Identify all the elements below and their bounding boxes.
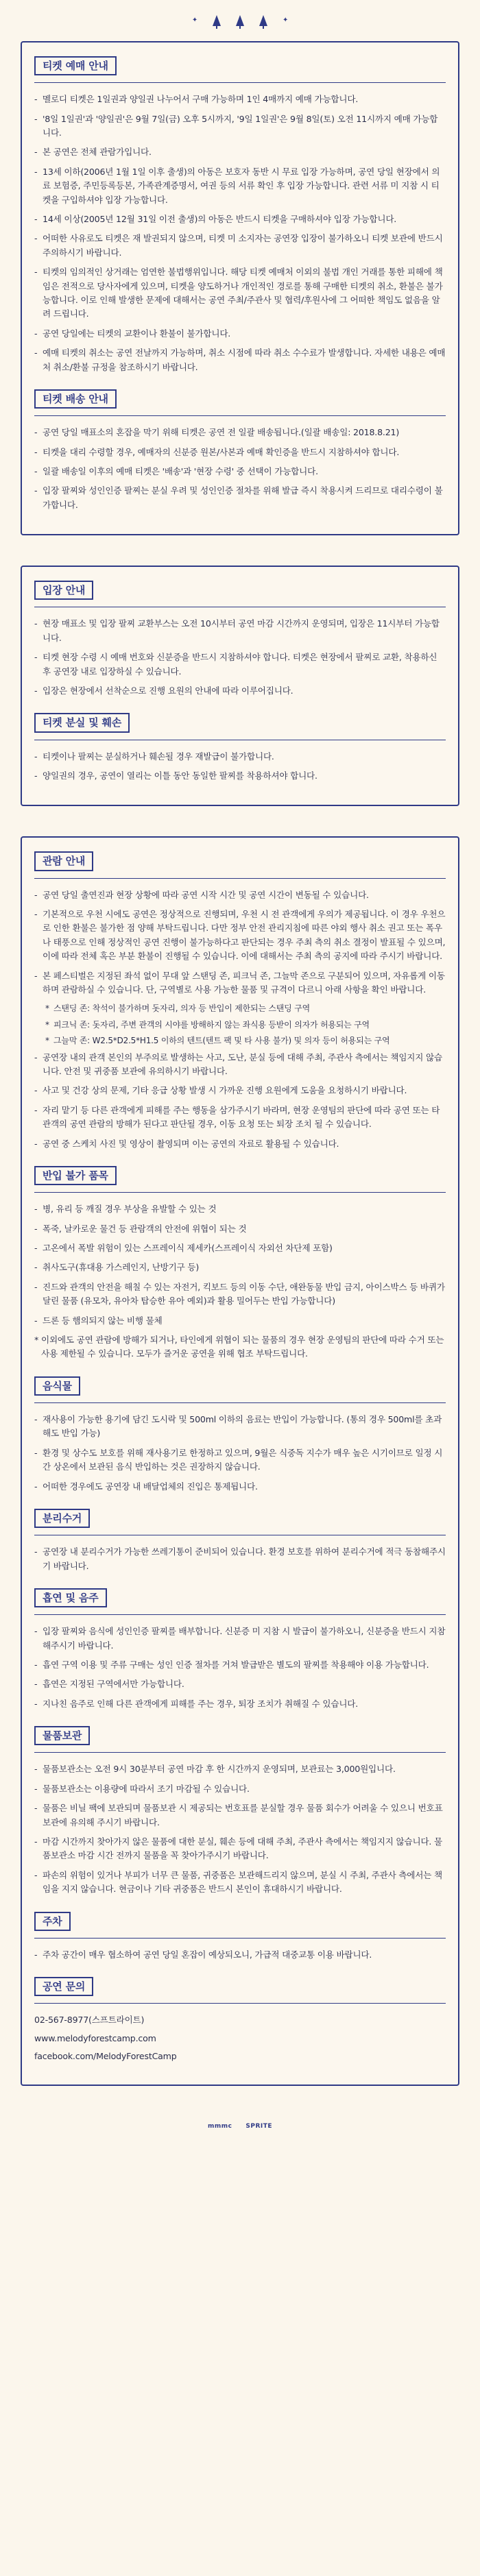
list-item: - 예매 티켓의 취소는 공연 전날까지 가능하며, 취소 시점에 따라 취소 수수료가 발생합니다. 자세한 내용은 예매처 취소/환불 규정을 참조하시기 바랍니다. xyxy=(34,346,446,374)
ticket-booking-list xyxy=(34,93,446,374)
list-item: - 공연 당일 출연진과 현장 상황에 따라 공연 시작 시간 및 공연 시간이 변동될 수 있습니다. xyxy=(34,888,446,902)
tree-icon xyxy=(259,15,267,26)
list-item: - 현장 매표소 및 입장 팔찌 교환부스는 오전 10시부터 공연 마감 시간까지 운영되며, 입장은 11시부터 가능합니다. xyxy=(34,617,446,645)
star-icon: ✦ xyxy=(191,16,197,24)
list-item: - 티켓 현장 수령 시 예매 번호와 신분증을 반드시 지참하셔야 합니다. 티켓은 현장에서 팔찌로 교환, 착용하신 후 공연장 내로 입장하실 수 있습니다. xyxy=(34,651,446,679)
smoking-drinking-list xyxy=(34,1625,446,1711)
section-title: 음식물 xyxy=(34,1376,80,1396)
ticket-delivery-section xyxy=(34,389,446,512)
section-title: 티켓 배송 안내 xyxy=(34,389,117,409)
list-item: - 흡연 구역 이용 및 주류 구매는 성인 인증 절차를 거쳐 발급받은 별도의 팔찌를 착용해야 이용 가능합니다. xyxy=(34,1658,446,1672)
list-item: - 티켓이나 팔찌는 분실하거나 훼손될 경우 재발급이 불가합니다. xyxy=(34,750,446,764)
entry-info-card xyxy=(21,566,459,806)
list-item: - 물품은 비닐 팩에 보관되며 물품보관 시 제공되는 번호표를 분실할 경우 물품 회수가 어려울 수 있으니 번호표 보관에 유의해 주시기 바랍니다. xyxy=(34,1801,446,1830)
storage-list xyxy=(34,1762,446,1896)
ticket-delivery-list xyxy=(34,426,446,512)
food-section xyxy=(34,1376,446,1494)
sprite-logo: SPRITE xyxy=(245,2123,273,2130)
contact-facebook-link[interactable]: facebook.com/MelodyForestCamp xyxy=(34,2051,177,2062)
list-item: - 파손의 위험이 있거나 부피가 너무 큰 물품, 귀중품은 보관해드리지 않으며, 분실 시 주최, 주관사 측에서는 책임을 지지 않습니다. 현금이나 기타 귀중품은 반드시 본인이 휴대하시기 바랍니다. xyxy=(34,1869,446,1897)
divider xyxy=(34,1938,446,1939)
watch-list xyxy=(34,888,446,1151)
divider xyxy=(34,1402,446,1403)
zone-item: * 스탠딩 존: 착석이 불가하며 돗자리, 의자 등 반입이 제한되는 스탠딩 구역 xyxy=(34,1002,446,1015)
list-item: - 병, 유리 등 깨질 경우 부상을 유발할 수 있는 것 xyxy=(34,1202,446,1216)
list-item: - 공연장 내 분리수거가 가능한 쓰레기통이 준비되어 있습니다. 환경 보호를 위하여 분리수거에 적극 동참해주시기 바랍니다. xyxy=(34,1545,446,1573)
section-title: 입장 안내 xyxy=(34,581,93,600)
banned-items-section xyxy=(34,1166,446,1361)
section-title: 흡연 및 음주 xyxy=(34,1588,107,1607)
list-item: - 물품보관소는 이용량에 따라서 조기 마감될 수 있습니다. xyxy=(34,1782,446,1796)
list-item: - 일괄 배송일 이후의 예매 티켓은 '배송'과 '현장 수령' 중 선택이 가능합니다. xyxy=(34,465,446,478)
star-icon: ✦ xyxy=(283,16,289,24)
list-item: - 고온에서 폭발 위험이 있는 스프레이식 제세카(스프레이식 자외선 차단제 포함) xyxy=(34,1241,446,1255)
mmmc-logo: mmmc xyxy=(207,2123,232,2130)
list-item: - 드론 등 햄의되지 않는 비행 물체 xyxy=(34,1314,446,1328)
footer-logos xyxy=(0,2106,480,2148)
list-item: - 입장 팔찌와 음식에 성인인증 팔찌를 배부합니다. 신분증 미 지참 시 발급이 불가하오니, 신분증을 반드시 지참해주시기 바랍니다. xyxy=(34,1625,446,1653)
divider xyxy=(34,1192,446,1193)
list-item: - '8일 1일권'과 '양일권'은 9월 7일(금) 오후 5시까지, '9일 1일권'은 9월 8일(토) 오전 11시까지 예매 가능합니다. xyxy=(34,112,446,141)
list-item: - 주차 공간이 매우 협소하여 공연 당일 혼잡이 예상되오니, 가급적 대중교통 이용 바랍니다. xyxy=(34,1948,446,1962)
recycle-list xyxy=(34,1545,446,1573)
list-item: - 폭죽, 날카로운 물건 등 관람객의 안전에 위협이 되는 것 xyxy=(34,1222,446,1236)
section-title: 반입 불가 품목 xyxy=(34,1166,117,1185)
banned-items-list xyxy=(34,1202,446,1361)
ticket-loss-list xyxy=(34,750,446,783)
ticket-info-card xyxy=(21,41,459,535)
ticket-booking-section xyxy=(34,56,446,374)
contact-section xyxy=(34,1977,446,2063)
zone-item: * 그늘막 존: W2.5*D2.5*H1.5 이하의 텐트(텐트 팩 및 타 사용 불가) 및 의자 등이 허용되는 구역 xyxy=(34,1034,446,1047)
section-title: 분리수거 xyxy=(34,1509,90,1528)
list-item: - 입장은 현장에서 선착순으로 진행 요원의 안내에 따라 이루어집니다. xyxy=(34,684,446,698)
tree-icon xyxy=(213,15,221,26)
divider xyxy=(34,2003,446,2004)
list-item: - 입장 팔찌와 성인인증 팔찌는 분실 우려 및 성인인증 절차를 위해 발급 즉시 착용시켜 드리므로 대리수령이 불가합니다. xyxy=(34,484,446,512)
section-title: 관람 안내 xyxy=(34,851,93,871)
section-title: 주차 xyxy=(34,1912,71,1931)
watch-info-card xyxy=(21,836,459,2085)
storage-section xyxy=(34,1726,446,1896)
list-item: - 양일권의 경우, 공연이 열리는 이틀 동안 동일한 팔찌를 착용하셔야 합니다. xyxy=(34,769,446,783)
section-title: 물품보관 xyxy=(34,1726,90,1745)
list-item: - 사고 및 건강 상의 문제, 기타 응급 상황 발생 시 가까운 진행 요원에게 도움을 요청하시기 바랍니다. xyxy=(34,1084,446,1097)
entry-section xyxy=(34,581,446,698)
banned-note: * 이외에도 공연 관람에 방해가 되거나, 타인에게 위협이 되는 물품의 경우 현장 운영팀의 판단에 따라 수거 또는 사용 제한될 수 있습니다. 모두가 즐거운 공연을 위해 협조 부탁드립니다. xyxy=(34,1333,446,1361)
section-title: 공연 문의 xyxy=(34,1977,93,1996)
list-item: - 티켓의 임의적인 상거래는 엄연한 불법행위입니다. 해당 티켓 예매처 이외의 불법 개인 거래를 통한 피해에 책임은 전적으로 당사자에게 있으며, 티켓을 양도하거나 개인적인 경로를 통해 구매한 티켓의 취소, 환불은 불가능합니다. 이로 인해 발생한 문제에 대해서는 공연 주최/주관사 및 협력/후원사에 그 어떠한 책임도 없음을 알려 드립니다. xyxy=(34,265,446,321)
list-item: - 공연 당일 매표소의 혼잡을 막기 위해 티켓은 공연 전 일괄 배송됩니다.(일괄 배송일: 2018.8.21) xyxy=(34,426,446,439)
parking-section xyxy=(34,1912,446,1963)
list-item: - 기본적으로 우천 시에도 공연은 정상적으로 진행되며, 우천 시 전 관객에게 우의가 제공됩니다. 이 경우 우천으로 인한 환불은 불가한 점 양해 부탁드립니다. 다만 정부 안전 관리지침에 따른 야외 행사 취소 권고 또는 폭우나 태풍으로 인해 정상적인 공연 진행이 불가능하다고 판단되는 경우 주최 측의 취소 결정이 발표될 수 있으며, 이에 따라 전체 혹은 부분 환불이 진행될 수 있습니다. 이에 대해서는 주최 측의 공지에 따라 주시기 바랍니다. xyxy=(34,908,446,964)
list-item: - 자리 맡기 등 다른 관객에게 피해를 주는 행동을 삼가주시기 바라며, 현장 운영팀의 판단에 따라 공연 또는 타 관객의 공연 관람의 방해가 된다고 판단될 경우, 이동 요청 또는 퇴장 조치 될 수 있습니다. xyxy=(34,1104,446,1132)
list-item: - 취사도구(휴대용 가스레인지, 난방기구 등) xyxy=(34,1261,446,1274)
list-item: - 공연 중 스케치 사진 및 영상이 촬영되며 이는 공연의 자료로 활용될 수 있습니다. xyxy=(34,1137,446,1151)
list-item: - 어떠한 경우에도 공연장 내 배달업체의 진입은 통제됩니다. xyxy=(34,1480,446,1494)
divider xyxy=(34,878,446,879)
food-list xyxy=(34,1413,446,1494)
list-item: - 공연 당일에는 티켓의 교환이나 환불이 불가합니다. xyxy=(34,327,446,341)
list-item: - 멜로디 티켓은 1일권과 양일권 나누어서 구매 가능하며 1인 4매까지 예매 가능합니다. xyxy=(34,93,446,106)
list-item: - 14세 이상(2005년 12월 31일 이전 출생)의 아동은 반드시 티켓을 구매하셔야 입장 가능합니다. xyxy=(34,212,446,226)
recycle-section xyxy=(34,1509,446,1573)
list-item: - 13세 이하(2006년 1월 1일 이후 출생)의 아동은 보호자 동반 시 무료 입장 가능하며, 공연 당일 현장에서 의료 보험증, 주민등록등본, 가족관계증명서, 여권 등의 서류 확인 후 입장 가능합니다. 관련 서류 미 지참 시 티켓을 구입하셔야 입장 가능합니다. xyxy=(34,165,446,207)
tree-icon xyxy=(236,15,244,26)
watch-section xyxy=(34,851,446,1151)
divider xyxy=(34,82,446,83)
parking-list xyxy=(34,1948,446,1962)
list-item: - 본 페스티벌은 지정된 좌석 없이 무대 앞 스탠딩 존, 피크닉 존, 그늘막 존으로 구분되어 있으며, 자유롭게 이동하며 관람하실 수 있습니다. 단, 구역별로 사용 가능한 물품 및 규격이 다르니 아래 사항을 확인 바랍니다. xyxy=(34,969,446,997)
section-title: 티켓 분실 및 훼손 xyxy=(34,713,130,732)
list-item: - 어떠한 사유로도 티켓은 재 발권되지 않으며, 티켓 미 소지자는 공연장 입장이 불가하오니 티켓 보관에 반드시 주의하시기 바랍니다. xyxy=(34,232,446,260)
list-item: - 재사용이 가능한 용기에 담긴 도시락 및 500ml 이하의 음료는 반입이 가능합니다. (통의 경우 500ml를 초과해도 반입 가능) xyxy=(34,1413,446,1441)
divider xyxy=(34,1614,446,1615)
zone-item: * 피크닉 존: 돗자리, 주변 관객의 시야를 방해하지 않는 좌식용 등받이 의자가 허용되는 구역 xyxy=(34,1019,446,1032)
divider xyxy=(34,1752,446,1753)
contact-phone[interactable]: 02-567-8977(스프트라이트) xyxy=(34,2015,145,2026)
smoking-drinking-section xyxy=(34,1588,446,1711)
list-item: - 흡연은 지정된 구역에서만 가능합니다. xyxy=(34,1677,446,1691)
entry-list xyxy=(34,617,446,698)
list-item: - 물품보관소는 오전 9시 30분부터 공연 마감 후 한 시간까지 운영되며, 보관료는 3,000원입니다. xyxy=(34,1762,446,1776)
list-item: - 티켓을 대리 수령할 경우, 예매자의 신분증 원본/사본과 예매 확인증을 반드시 지참하셔야 합니다. xyxy=(34,446,446,459)
list-item: - 진드와 관객의 안전을 해칠 수 있는 자전거, 킥보드 등의 이동 수단, 애완동물 반입 금지, 아이스박스 등 바퀴가 달린 물품 (유모차, 유아차 탑승한 유아 예외)과 활용 밀어두는 반입 가능합니다) xyxy=(34,1280,446,1309)
list-item: - 마감 시간까지 찾아가지 않은 물품에 대한 분실, 훼손 등에 대해 주최, 주관사 측에서는 책임지지 않습니다. 물품보관소 마감 시간 전까지 물품을 꼭 찾아가주시기 바랍니다. xyxy=(34,1835,446,1863)
section-title: 티켓 예매 안내 xyxy=(34,56,117,75)
list-item: - 환경 및 상수도 보호를 위해 재사용기로 한정하고 있으며, 9월은 식중독 지수가 매우 높은 시기이므로 일정 시간 상온에서 보관된 음식 반입하는 것은 권장하지 않습니다. xyxy=(34,1446,446,1474)
list-item: - 공연장 내의 관객 본인의 부주의로 발생하는 사고, 도난, 분실 등에 대해 주최, 주관사 측에서는 책임지지 않습니다. 안전 및 귀중품 보관에 유의하시기 바랍니다. xyxy=(34,1051,446,1079)
top-decoration xyxy=(0,0,480,41)
list-item: - 지나친 음주로 인해 다른 관객에게 피해를 주는 경우, 퇴장 조치가 취해질 수 있습니다. xyxy=(34,1697,446,1711)
divider xyxy=(34,415,446,416)
contact-website-link[interactable]: www.melodyforestcamp.com xyxy=(34,2032,156,2043)
ticket-loss-section xyxy=(34,713,446,783)
list-item: - 본 공연은 전체 관람가입니다. xyxy=(34,145,446,159)
